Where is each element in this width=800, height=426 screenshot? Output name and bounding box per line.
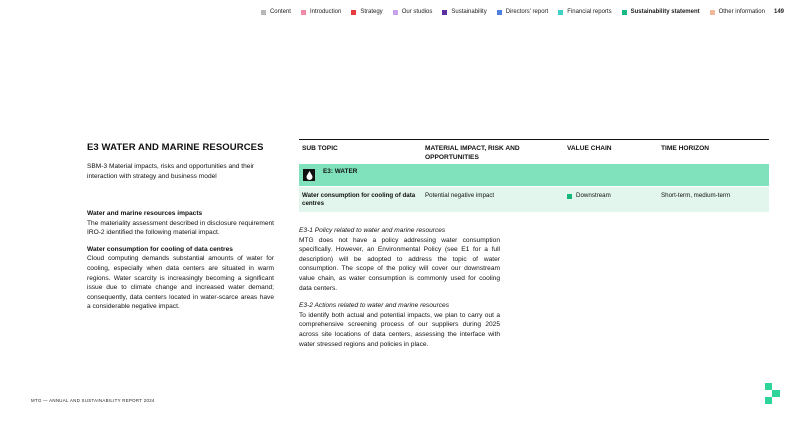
cooling-text: Cloud computing demands substantial amounts of water for cooling, especially when data centers are situated in warm regions. Water scarcity is increasingly becoming a significant issue due to climate change and increased water demand; consequently, data centers located in water-scarce areas have a considerable negative impact. — [87, 255, 274, 311]
logo-square — [765, 397, 772, 404]
cell-value-chain — [567, 192, 661, 212]
header-material-impact: MATERIAL IMPACT, RISK AND OPPORTUNITIES — [425, 145, 520, 161]
policy-text: MTG does not have a policy addressing water consumption specifically. However, an Environmental Policy (see E1 for a full description) will be adopted to address the topic of water consumption. The scope of the policy will cover our downstream value chain, as water consumption is commonly used for cooling data centers. — [299, 236, 500, 292]
header-time-horizon: TIME HORIZON — [661, 145, 709, 152]
nav-color-square — [710, 10, 715, 15]
sbm-subtitle: SBM-3 Material impacts, risks and opportunities and their interaction with strategy and business model — [87, 163, 255, 180]
nav-label: Strategy — [360, 9, 383, 15]
nav-color-square — [301, 10, 306, 15]
policy-heading: E3-1 Policy related to water and marine resources — [299, 227, 446, 234]
cell-impact: Potential negative impact — [425, 192, 495, 199]
water-band — [299, 164, 769, 186]
table-header — [299, 140, 769, 164]
header-sub-topic: SUB TOPIC — [302, 145, 338, 152]
nav-label: Other information — [718, 9, 765, 15]
material-impact-table — [299, 139, 769, 212]
nav-item-strategy[interactable] — [351, 9, 382, 15]
nav-item-directors-report[interactable] — [497, 9, 549, 15]
cell-time-horizon: Short-term, medium-term — [661, 192, 731, 199]
cooling-heading: Water consumption for cooling of data centres — [87, 245, 233, 253]
nav-item-financial-reports[interactable] — [558, 9, 611, 15]
nav-color-square — [261, 10, 266, 15]
nav-item-sustainability-statement[interactable] — [622, 9, 700, 15]
actions-text: To identify both actual and potential impacts, we plan to carry out a comprehensive screening process of our suppliers during 2025 across site locations of data centers, assessing the interface with water stressed regions and policies in place. — [299, 311, 500, 348]
band-label: E3: WATER — [323, 167, 358, 175]
logo-square — [765, 383, 772, 390]
nav-label: Our studios — [401, 9, 433, 15]
header-value-chain: VALUE CHAIN — [567, 145, 612, 152]
cell-sub-topic: Water consumption for cooling of data centres — [302, 192, 416, 207]
nav-label: Financial reports — [567, 9, 612, 15]
impacts-text: The materiality assessment described in disclosure requirement IRO-2 identified the following material impact. — [87, 219, 274, 237]
logo-square — [772, 390, 780, 397]
nav-color-square — [558, 10, 563, 15]
impacts-heading: Water and marine resources impacts — [87, 210, 203, 217]
right-body — [299, 226, 500, 357]
nav-label: Introduction — [309, 9, 342, 15]
nav-label: Content — [269, 9, 291, 15]
nav-color-square — [622, 10, 627, 15]
value-chain-marker-icon — [567, 194, 572, 199]
mtg-logo-icon — [765, 383, 785, 410]
nav-item-our-studios[interactable] — [393, 9, 433, 15]
top-navigation — [251, 9, 784, 15]
value-chain-label: Downstream — [576, 192, 611, 199]
nav-item-sustainability[interactable] — [442, 9, 486, 15]
nav-color-square — [497, 10, 502, 15]
nav-item-introduction[interactable] — [301, 9, 341, 15]
nav-label: Sustainability statement — [630, 9, 700, 15]
nav-color-square — [442, 10, 447, 15]
nav-item-content[interactable] — [261, 9, 291, 15]
water-drop-icon — [303, 169, 315, 181]
footer-text: MTG — ANNUAL AND SUSTAINABILITY REPORT 2024 — [31, 398, 155, 403]
nav-label: Directors' report — [505, 9, 549, 15]
left-body — [87, 209, 274, 319]
table-row — [299, 186, 769, 212]
nav-color-square — [393, 10, 398, 15]
nav-color-square — [351, 10, 356, 15]
page-number: 149 — [773, 9, 784, 15]
section-title: E3 WATER AND MARINE RESOURCES — [87, 142, 264, 153]
actions-heading: E3-2 Actions related to water and marine resources — [299, 302, 450, 310]
nav-label: Sustainability — [451, 9, 487, 15]
nav-item-other-information[interactable] — [710, 9, 765, 15]
